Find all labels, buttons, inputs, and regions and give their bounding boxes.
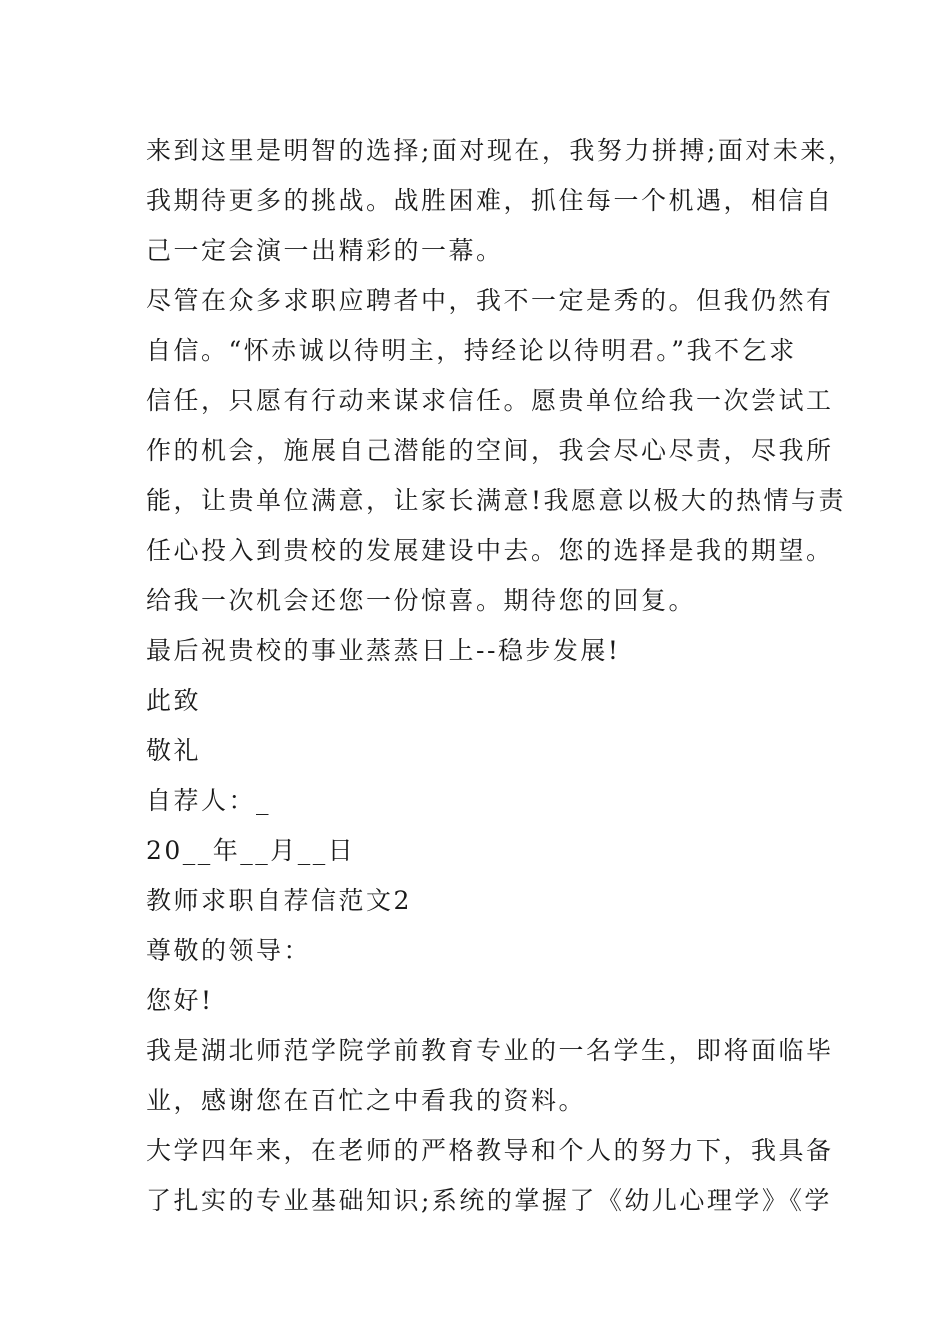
text-line: 作的机会，施展自己潜能的空间，我会尽心尽责，尽我所 xyxy=(146,436,834,465)
closing-wish: 最后祝贵校的事业蒸蒸日上--稳步发展! xyxy=(146,636,621,665)
salutation-cizhi: 此致 xyxy=(146,686,202,715)
text-line: 任心投入到贵校的发展建设中去。您的选择是我的期望。 xyxy=(146,536,834,565)
text-line: 给我一次机会还您一份惊喜。期待您的回复。 xyxy=(146,586,697,615)
greeting-recipient: 尊敬的领导： xyxy=(146,936,312,965)
document-body xyxy=(146,126,856,1226)
text-line: 业，感谢您在百忙之中看我的资料。 xyxy=(146,1086,587,1115)
text-line: 我是湖北师范学院学前教育专业的一名学生，即将面临毕 xyxy=(146,1036,834,1065)
text-line: 大学四年来，在老师的严格教导和个人的努力下，我具备 xyxy=(146,1136,834,1165)
text-line: 己一定会演一出精彩的一幕。 xyxy=(146,236,504,265)
text-line: 信任，只愿有行动来谋求信任。愿贵单位给我一次尝试工 xyxy=(146,386,834,415)
section-title: 教师求职自荐信范文2 xyxy=(146,886,412,915)
text-line: 自信。“怀赤诚以待明主，持经论以待明君。”我不乞求 xyxy=(146,336,797,365)
text-line: 了扎实的专业基础知识;系统的掌握了《幼儿心理学》《学 xyxy=(146,1186,832,1215)
salutation-jingli: 敬礼 xyxy=(146,736,202,765)
greeting-hello: 您好! xyxy=(146,986,214,1015)
signature-line: 自荐人：_ xyxy=(146,786,272,815)
text-line: 能，让贵单位满意，让家长满意!我愿意以极大的热情与责 xyxy=(146,486,847,515)
date-line: 20__年__月__日 xyxy=(146,836,356,865)
text-line: 来到这里是明智的选择;面对现在，我努力拼搏;面对未来， xyxy=(146,136,856,165)
text-line: 尽管在众多求职应聘者中，我不一定是秀的。但我仍然有 xyxy=(146,286,834,315)
text-line: 我期待更多的挑战。战胜困难，抓住每一个机遇，相信自 xyxy=(146,186,834,215)
